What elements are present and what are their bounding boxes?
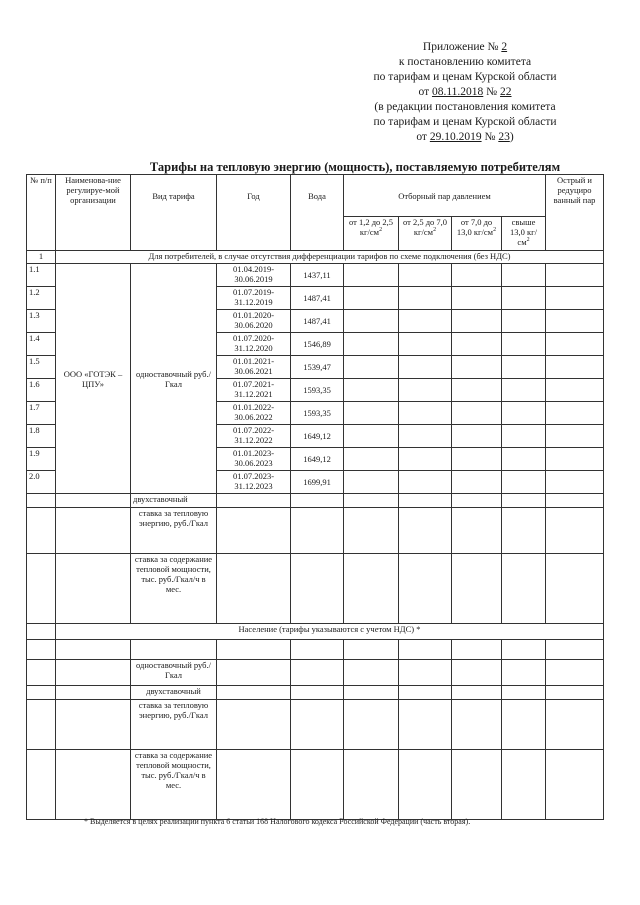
table-row: [27, 640, 604, 660]
header-steam-4: свыше 13,0 $кг/см^2$: [502, 217, 546, 251]
empty-cell: [399, 402, 452, 425]
pop-rate-capacity: ставка за содержание тепловой мощности, тыс. руб./Гкал/ч в мес.: [131, 750, 217, 820]
tariff-type-two-part: двухставочный: [131, 494, 217, 508]
empty-cell: [546, 264, 604, 287]
empty-cell: [56, 554, 131, 624]
empty-cell: [546, 448, 604, 471]
empty-cell: [502, 508, 546, 554]
empty-cell: [502, 264, 546, 287]
empty-cell: [291, 554, 344, 624]
table-row: [27, 264, 604, 287]
tariff-table: [26, 174, 604, 820]
empty-cell: [217, 640, 291, 660]
appendix-line-2: к постановлению комитета: [398, 56, 532, 68]
empty-cell: [502, 333, 546, 356]
empty-cell: [217, 554, 291, 624]
table-row: [27, 508, 604, 554]
empty-cell: [452, 287, 502, 310]
empty-cell: [546, 356, 604, 379]
empty-cell: [399, 686, 452, 700]
tariff-period: 01.01.2022-30.06.2022: [217, 402, 291, 425]
empty-cell: [56, 508, 131, 554]
empty-cell: [452, 333, 502, 356]
empty-cell: [344, 640, 399, 660]
appendix-date-line: от 08.11.2018 № 22: [418, 86, 512, 98]
row-num: 2.0: [27, 471, 56, 494]
empty-cell: [502, 356, 546, 379]
empty-cell: [452, 310, 502, 333]
empty-cell: [399, 310, 452, 333]
empty-cell: [344, 660, 399, 686]
empty-cell: [546, 402, 604, 425]
table-row: [27, 554, 604, 624]
appendix-revision-date-line: от 29.10.2019 № 23): [416, 131, 514, 143]
empty-cell: [344, 310, 399, 333]
empty-cell: [291, 508, 344, 554]
empty-cell: [217, 494, 291, 508]
section-label: Для потребителей, в случае отсутствия дифференциации тарифов по схеме подключения (без НДС): [56, 251, 604, 264]
table-row: [27, 660, 604, 686]
empty-cell: [546, 700, 604, 750]
empty-cell: [291, 640, 344, 660]
water-tariff-value: 1539,47: [291, 356, 344, 379]
water-tariff-value: 1487,41: [291, 287, 344, 310]
document-title: Тарифы на тепловую энергию (мощность), поставляемую потребителям: [149, 160, 561, 174]
empty-cell: [502, 554, 546, 624]
header-tariff-type: Вид тарифа: [131, 175, 217, 251]
row-num: 1.2: [27, 287, 56, 310]
empty-cell: [344, 750, 399, 820]
empty-cell: [452, 379, 502, 402]
empty-cell: [502, 494, 546, 508]
empty-cell: [56, 640, 131, 660]
pop-rate-energy: ставка за тепловую энергию, руб./Гкал: [131, 700, 217, 750]
row-num: 1.3: [27, 310, 56, 333]
empty-cell: [217, 686, 291, 700]
row-num: 1.9: [27, 448, 56, 471]
empty-cell: [452, 448, 502, 471]
empty-cell: [546, 287, 604, 310]
empty-cell: [546, 750, 604, 820]
table-row: [27, 700, 604, 750]
empty-cell: [344, 700, 399, 750]
row-num: 1.5: [27, 356, 56, 379]
empty-cell: [502, 310, 546, 333]
water-tariff-value: 1649,12: [291, 425, 344, 448]
header-steam-2: от 2,5 до 7,0 $кг/см^2$: [399, 217, 452, 251]
header-sharp-steam: Острый и редуциро ванный пар: [546, 175, 604, 251]
tariff-period: 01.07.2022-31.12.2022: [217, 425, 291, 448]
empty-cell: [56, 494, 131, 508]
empty-cell: [502, 425, 546, 448]
water-tariff-value: 1649,12: [291, 448, 344, 471]
empty-cell: [546, 310, 604, 333]
empty-cell: [502, 402, 546, 425]
empty-cell: [452, 494, 502, 508]
empty-cell: [399, 750, 452, 820]
empty-cell: [291, 750, 344, 820]
row-num: 1.6: [27, 379, 56, 402]
empty-cell: [27, 660, 56, 686]
empty-cell: [399, 554, 452, 624]
empty-cell: [344, 494, 399, 508]
empty-cell: [546, 494, 604, 508]
empty-cell: [546, 508, 604, 554]
section-num: 1: [27, 251, 56, 264]
empty-cell: [344, 471, 399, 494]
tariff-period: 01.07.2019-31.12.2019: [217, 287, 291, 310]
header-org: Наименова-ние регулируе-мой организации: [56, 175, 131, 251]
empty-cell: [27, 554, 56, 624]
water-tariff-value: 1487,41: [291, 310, 344, 333]
row-num: 1.1: [27, 264, 56, 287]
table-row: [27, 686, 604, 700]
empty-cell: [452, 356, 502, 379]
appendix-number: Приложение № 2: [422, 41, 508, 53]
empty-cell: [291, 494, 344, 508]
empty-cell: [546, 660, 604, 686]
header-water: Вода: [291, 175, 344, 251]
appendix-line-6: по тарифам и ценам Курской области: [373, 116, 557, 128]
tariff-type-one-part: одноставочный руб./Гкал: [131, 264, 217, 494]
empty-cell: [502, 640, 546, 660]
empty-cell: [399, 508, 452, 554]
empty-cell: [502, 287, 546, 310]
empty-cell: [452, 750, 502, 820]
appendix-header: [330, 40, 600, 145]
empty-cell: [502, 448, 546, 471]
empty-cell: [27, 508, 56, 554]
empty-cell: [399, 660, 452, 686]
section-row-2: [27, 624, 604, 640]
empty-cell: [344, 554, 399, 624]
appendix-line-5: (в редакции постановления комитета: [374, 101, 556, 113]
empty-cell: [452, 508, 502, 554]
empty-cell: [344, 402, 399, 425]
empty-cell: [546, 686, 604, 700]
empty-cell: [452, 554, 502, 624]
empty-cell: [344, 508, 399, 554]
empty-cell: [217, 700, 291, 750]
header-steam-1: от 1,2 до 2,5 $кг/см^2$: [344, 217, 399, 251]
water-tariff-value: 1437,11: [291, 264, 344, 287]
empty-cell: [344, 287, 399, 310]
tariff-period: 01.01.2020-30.06.2020: [217, 310, 291, 333]
table-header-row: [27, 175, 604, 217]
org-name: ООО «ГОТЭК – ЦПУ»: [56, 264, 131, 494]
empty-cell: [452, 264, 502, 287]
empty-cell: [399, 640, 452, 660]
empty-cell: [217, 660, 291, 686]
row-num: 1.4: [27, 333, 56, 356]
empty-cell: [452, 402, 502, 425]
empty-cell: [399, 700, 452, 750]
empty-cell: [502, 660, 546, 686]
empty-cell: [217, 508, 291, 554]
empty-cell: [27, 750, 56, 820]
empty-cell: [502, 471, 546, 494]
empty-cell: [546, 425, 604, 448]
empty-cell: [399, 471, 452, 494]
empty-cell: [546, 554, 604, 624]
empty-cell: [344, 686, 399, 700]
empty-cell: [344, 379, 399, 402]
empty-cell: [344, 356, 399, 379]
header-steam-3: от 7,0 до 13,0 $кг/см^2$: [452, 217, 502, 251]
empty-cell: [344, 333, 399, 356]
empty-cell: [452, 660, 502, 686]
empty-cell: [399, 448, 452, 471]
empty-cell: [27, 624, 56, 640]
empty-cell: [27, 686, 56, 700]
tariff-period: 01.01.2023-30.06.2023: [217, 448, 291, 471]
empty-cell: [399, 356, 452, 379]
empty-cell: [131, 640, 217, 660]
row-num: 1.7: [27, 402, 56, 425]
empty-cell: [291, 686, 344, 700]
empty-cell: [502, 686, 546, 700]
appendix-line-3: по тарифам и ценам Курской области: [373, 71, 557, 83]
tariff-period: 01.07.2023-31.12.2023: [217, 471, 291, 494]
empty-cell: [502, 750, 546, 820]
water-tariff-value: 1699,91: [291, 471, 344, 494]
empty-cell: [27, 494, 56, 508]
header-num: № п/п: [27, 175, 56, 251]
water-tariff-value: 1593,35: [291, 402, 344, 425]
rate-energy: ставка за тепловую энергию, руб./Гкал: [131, 508, 217, 554]
empty-cell: [56, 700, 131, 750]
empty-cell: [452, 471, 502, 494]
header-steam: Отборный пар давлением: [344, 175, 546, 217]
row-num: 1.8: [27, 425, 56, 448]
empty-cell: [291, 660, 344, 686]
footnote: * Выделяется в целях реализации пункта 6 статьи 168 Налогового кодекса Российской Федерации (часть вторая).: [84, 817, 471, 826]
empty-cell: [56, 750, 131, 820]
empty-cell: [344, 425, 399, 448]
rate-capacity: ставка за содержание тепловой мощности, тыс. руб./Гкал/ч в мес.: [131, 554, 217, 624]
empty-cell: [546, 379, 604, 402]
empty-cell: [56, 686, 131, 700]
empty-cell: [399, 264, 452, 287]
empty-cell: [502, 379, 546, 402]
empty-cell: [399, 333, 452, 356]
empty-cell: [27, 700, 56, 750]
empty-cell: [344, 264, 399, 287]
empty-cell: [452, 425, 502, 448]
empty-cell: [546, 471, 604, 494]
table-row: [27, 494, 604, 508]
pop-tariff-type-two-part: двухставочный: [131, 686, 217, 700]
header-year: Год: [217, 175, 291, 251]
empty-cell: [452, 700, 502, 750]
tariff-period: 01.04.2019-30.06.2019: [217, 264, 291, 287]
pop-tariff-type-one-part: одноставочный руб./Гкал: [131, 660, 217, 686]
section-row-1: [27, 251, 604, 264]
empty-cell: [56, 660, 131, 686]
section-population-label: Население (тарифы указываются с учетом НДС) *: [56, 624, 604, 640]
tariff-period: 01.07.2020-31.12.2020: [217, 333, 291, 356]
empty-cell: [399, 287, 452, 310]
empty-cell: [546, 640, 604, 660]
empty-cell: [546, 333, 604, 356]
water-tariff-value: 1546,89: [291, 333, 344, 356]
empty-cell: [452, 640, 502, 660]
empty-cell: [344, 448, 399, 471]
table-row: [27, 750, 604, 820]
tariff-period: 01.01.2021-30.06.2021: [217, 356, 291, 379]
water-tariff-value: 1593,35: [291, 379, 344, 402]
empty-cell: [452, 686, 502, 700]
empty-cell: [399, 425, 452, 448]
empty-cell: [399, 494, 452, 508]
empty-cell: [399, 379, 452, 402]
empty-cell: [502, 700, 546, 750]
tariff-period: 01.07.2021-31.12.2021: [217, 379, 291, 402]
empty-cell: [217, 750, 291, 820]
empty-cell: [291, 700, 344, 750]
empty-cell: [27, 640, 56, 660]
